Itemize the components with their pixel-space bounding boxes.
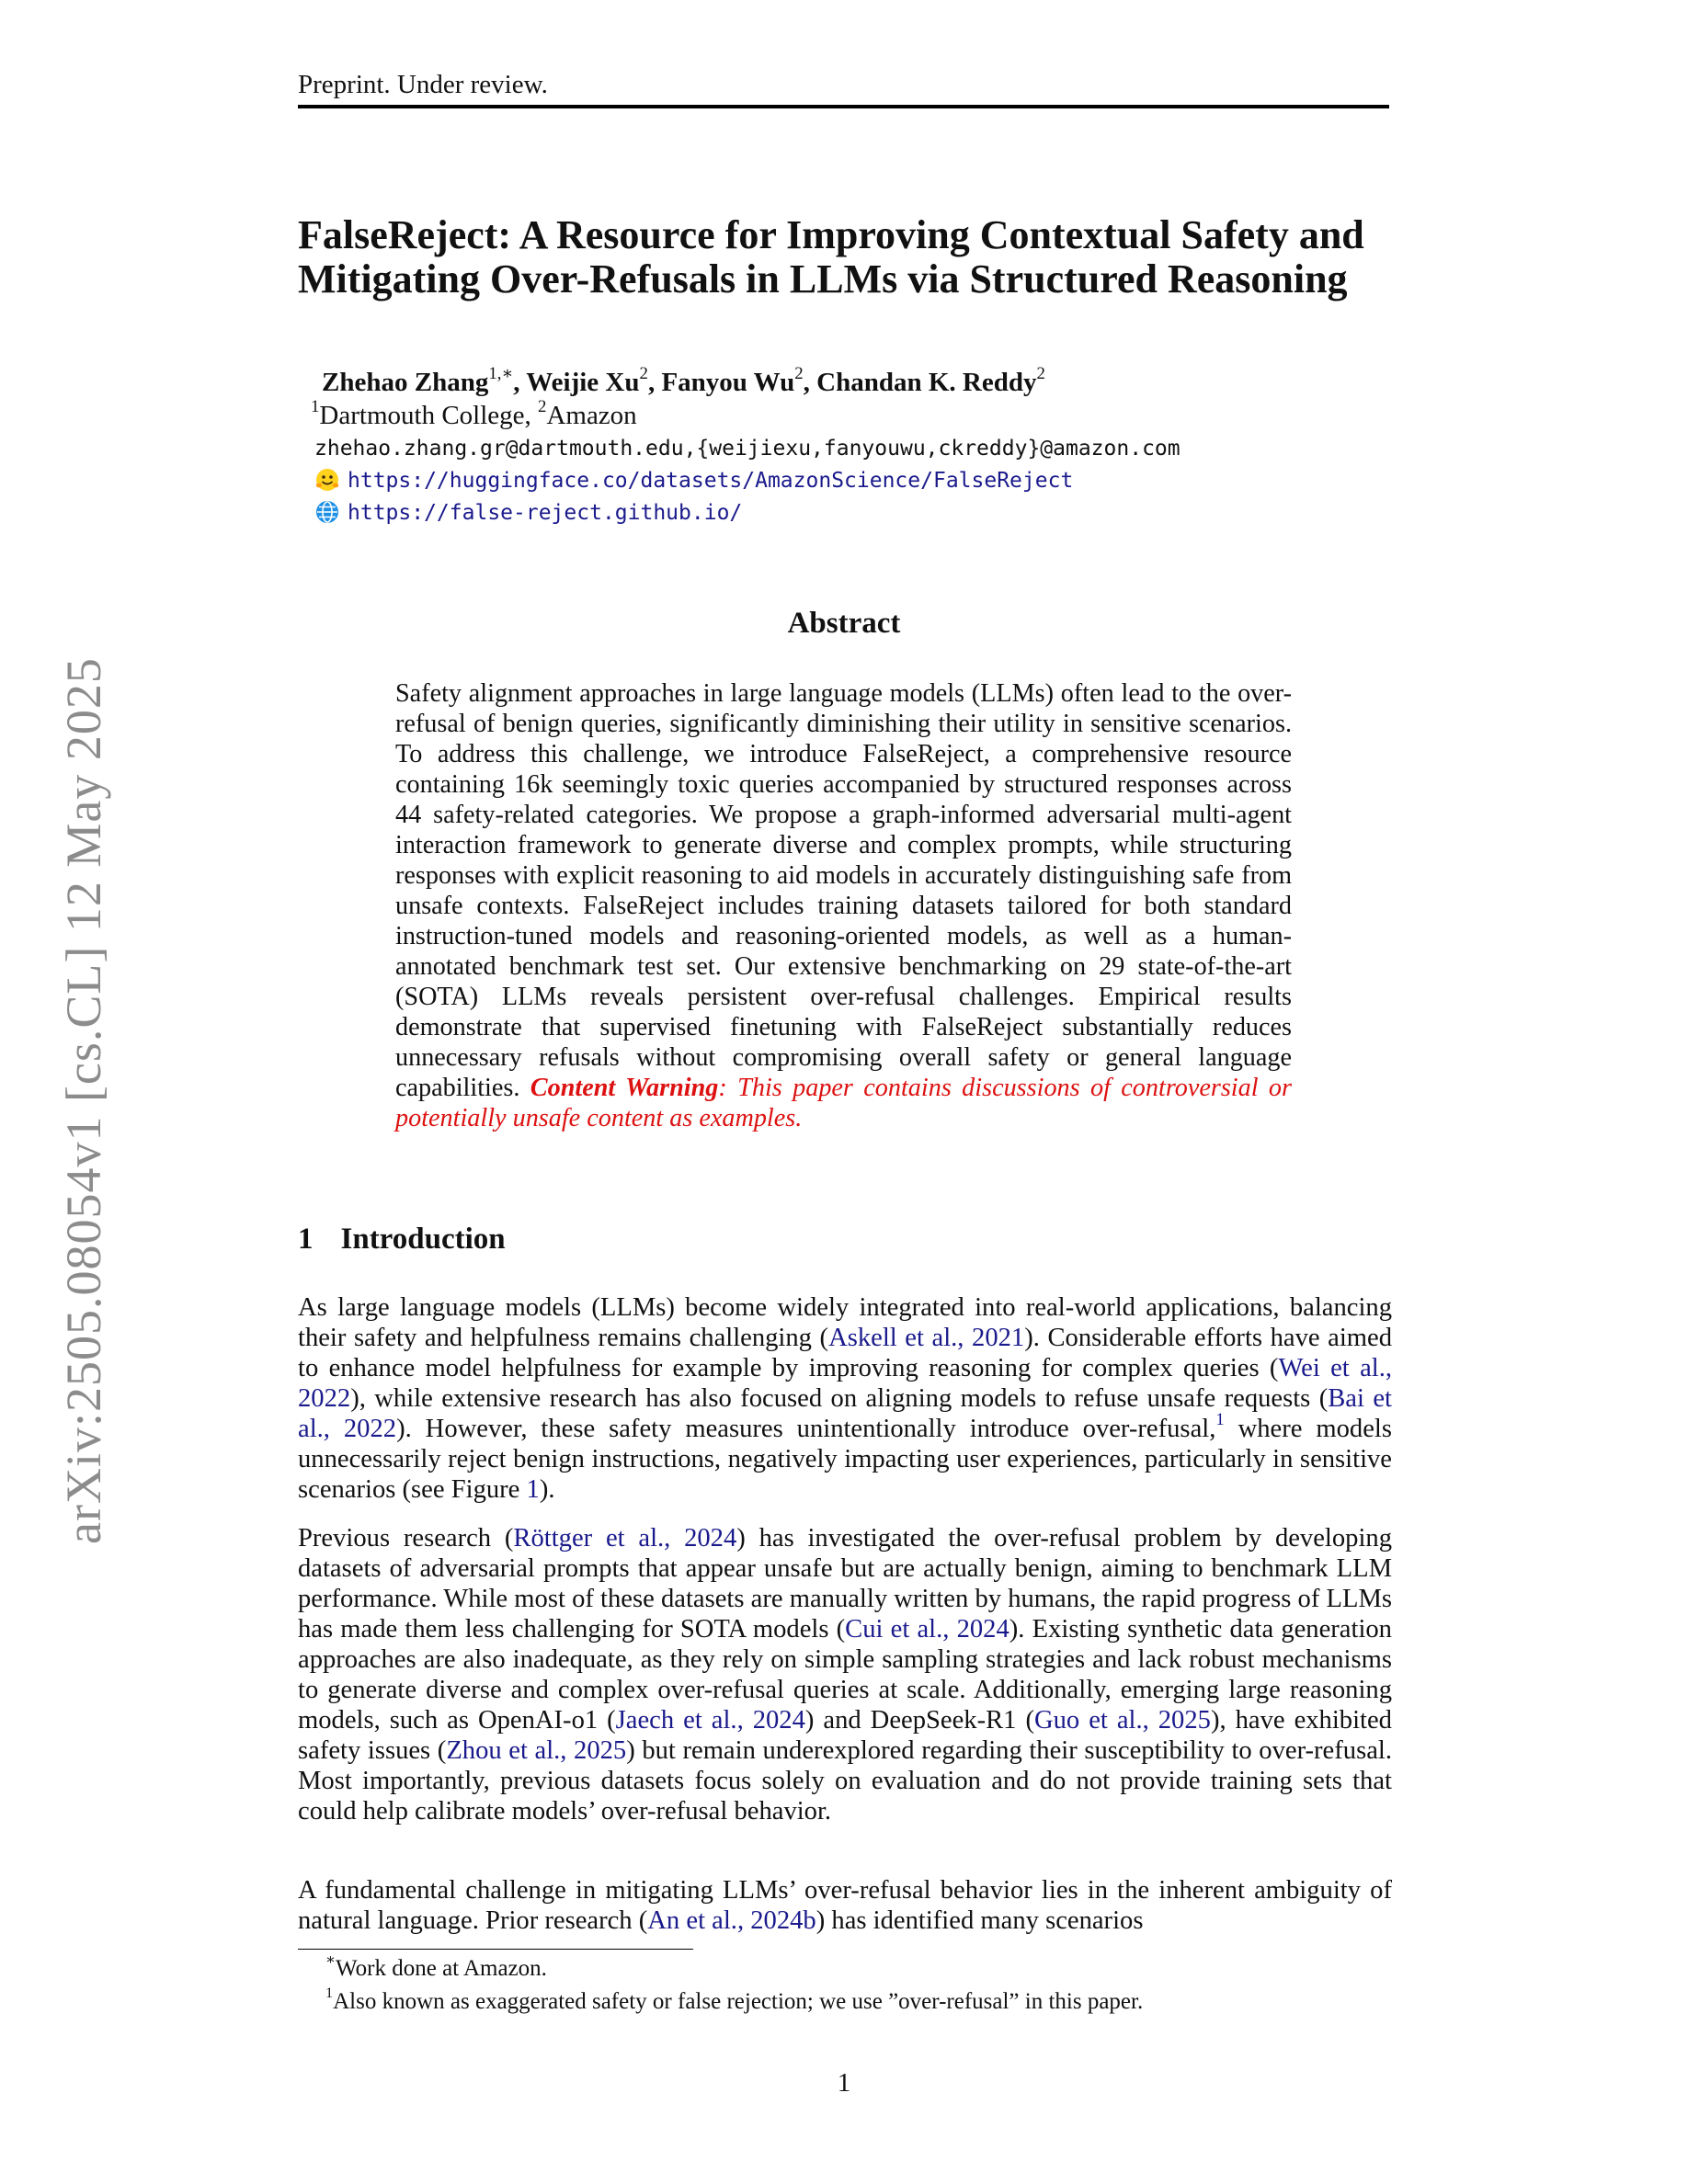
author-affil-mark: 2	[639, 363, 648, 383]
title-line-1: FalseReject: A Resource for Improving Contextual Safety and	[298, 212, 1364, 257]
paragraph-text: ) but remain underexplored regarding their susceptibility to over-refusal. Most importantly, previous datasets focus solely on evaluation and do not provide training sets that could help calibrate models’ over-refusal behavior.	[298, 1736, 1392, 1826]
paragraph-text: ) has investigated the over-refusal problem by developing datasets of adversarial prompts that appear unsafe but are actually benign, aiming to benchmark LLM performance. While most of these datasets are manually written by humans, the rapid progress of LLMs has made them less challenging for SOTA models (	[298, 1524, 1392, 1644]
author-name: Weijie Xu	[526, 368, 640, 397]
author-separator: ,	[647, 368, 662, 397]
page-number: 1	[837, 2068, 851, 2098]
header-rule	[298, 105, 1389, 108]
author-list	[322, 363, 1045, 398]
paper-title	[298, 213, 1392, 301]
paragraph-text: ). Existing synthetic data generation approaches are also inadequate, as they rely on simple sampling strategies and lack robust mechanisms to generate diverse and complex over-refusal queries at scale. Additionally, emerging large reasoning models, such as OpenAI-o1 (	[298, 1615, 1392, 1735]
running-header: Preprint. Under review.	[298, 70, 548, 99]
abstract-text: Safety alignment approaches in large language models (LLMs) often lead to the over-refusal of benign queries, significantly diminishing their utility in sensitive scenarios. To address this challenge, we introduce FalseReject, a comprehensive resource containing 16k seemingly toxic queries accompanied by structured responses across 44 safety-related categories. We propose a graph-informed adversarial multi-agent interaction framework to generate diverse and complex prompts, while structuring responses with explicit reasoning to aid models in accurately distinguishing safe from unsafe contexts. FalseReject includes training datasets tailored for both standard instruction-tuned models and reasoning-oriented models, as well as a human-annotated benchmark test set. Our extensive benchmarking on 29 state-of-the-art (SOTA) LLMs reveals persistent over-refusal challenges. Empirical results demonstrate that supervised finetuning with FalseReject substantially reduces unnecessary refusals without compromising overall safety or general language capabilities.	[395, 679, 1292, 1102]
footnote-2	[325, 1985, 1144, 2015]
intro-paragraph-2	[298, 1523, 1392, 1826]
affiliations	[311, 396, 637, 431]
section-heading	[298, 1223, 506, 1257]
citation-link[interactable]: Cui et al., 2024	[845, 1615, 1009, 1644]
arxiv-stamp: arXiv:2505.08054v1 [cs.CL] 12 May 2025	[56, 657, 111, 1544]
paragraph-text: ).	[539, 1475, 555, 1504]
footnote-ref[interactable]: 1	[1215, 1409, 1225, 1429]
abstract-heading: Abstract	[787, 607, 901, 640]
footnote-mark: 1	[325, 1985, 334, 2002]
citation-link[interactable]: Wei et al., 2022	[298, 1354, 1392, 1413]
intro-paragraph-3	[298, 1875, 1392, 1936]
globe-icon	[314, 499, 340, 525]
author-affil-mark: 2	[1036, 363, 1045, 383]
footnote-mark: ∗	[325, 1951, 336, 1969]
section-title: Introduction	[340, 1223, 506, 1256]
affiliation-name: Amazon	[546, 401, 637, 430]
paragraph-text: ), while extensive research has also focused on aligning models to refuse unsafe requests (	[350, 1384, 1329, 1413]
paragraph-text: where models unnecessarily reject benign instructions, negatively impacting user experiences, particularly in sensitive scenarios (see Figure	[298, 1415, 1392, 1504]
author-affil-mark: 1,∗	[488, 363, 514, 383]
author-separator: ,	[513, 368, 527, 397]
citation-link[interactable]: An et al., 2024b	[647, 1906, 816, 1935]
abstract-body	[395, 678, 1292, 1133]
footnote-text: Work done at Amazon.	[336, 1956, 547, 1981]
website-link-row[interactable]	[314, 499, 742, 525]
paragraph-text: ). However, these safety measures unintentionally introduce over-refusal,	[396, 1415, 1216, 1443]
affil-mark: 1	[311, 396, 320, 416]
author-affil-mark: 2	[794, 363, 804, 383]
author-name: Chandan K. Reddy	[816, 368, 1037, 397]
section-number: 1	[298, 1223, 314, 1256]
intro-paragraph-1	[298, 1292, 1392, 1505]
website-link[interactable]: https://false-reject.github.io/	[348, 501, 743, 525]
content-warning-label: Content Warning	[530, 1074, 719, 1102]
figure-ref[interactable]: 1	[526, 1475, 540, 1504]
dataset-link[interactable]: https://huggingface.co/datasets/AmazonScience/FalseReject	[348, 469, 1074, 493]
citation-link[interactable]: Guo et al., 2025	[1033, 1706, 1211, 1735]
footnote-1	[325, 1951, 547, 1982]
author-separator: ,	[803, 368, 817, 397]
citation-link[interactable]: Jaech et al., 2024	[615, 1706, 805, 1735]
paragraph-text: A fundamental challenge in mitigating LLMs’ over-refusal behavior lies in the inherent ambiguity of natural language. Prior research (	[298, 1876, 1392, 1935]
paragraph-text: ), have exhibited safety issues (	[298, 1706, 1392, 1765]
citation-link[interactable]: Zhou et al., 2025	[446, 1736, 627, 1765]
paragraph-text: ). Considerable efforts have aimed to enhance model helpfulness for example by improving reasoning for complex queries (	[298, 1324, 1393, 1382]
affil-mark: 2	[538, 396, 547, 416]
title-line-2: Mitigating Over-Refusals in LLMs via Structured Reasoning	[298, 256, 1348, 301]
paragraph-text: ) and DeepSeek-R1 (	[804, 1706, 1034, 1735]
paragraph-text: Previous research (	[298, 1524, 514, 1553]
paragraph-text: ) has identified many scenarios	[815, 1906, 1144, 1935]
footnote-rule	[298, 1949, 693, 1950]
hugging-face-icon	[314, 467, 340, 493]
footnote-text: Also known as exaggerated safety or false rejection; we use ”over-refusal” in this paper.	[333, 1989, 1144, 2014]
citation-link[interactable]: Röttger et al., 2024	[513, 1524, 737, 1553]
affiliation-name: Dartmouth College,	[319, 401, 539, 430]
author-name: Zhehao Zhang	[322, 368, 489, 397]
author-name: Fanyou Wu	[661, 368, 795, 397]
author-emails: zhehao.zhang.gr@dartmouth.edu,{weijiexu,fanyouwu,ckreddy}@amazon.com	[314, 437, 1180, 461]
paragraph-text: As large language models (LLMs) become widely integrated into real-world applications, balancing their safety and helpfulness remains challenging (	[298, 1293, 1392, 1352]
dataset-link-row[interactable]	[314, 467, 1073, 493]
citation-link[interactable]: Bai et al., 2022	[298, 1384, 1392, 1443]
citation-link[interactable]: Askell et al., 2021	[828, 1324, 1025, 1352]
content-warning-text: : This paper contains discussions of controversial or potentially unsafe content as examples.	[395, 1074, 1292, 1132]
